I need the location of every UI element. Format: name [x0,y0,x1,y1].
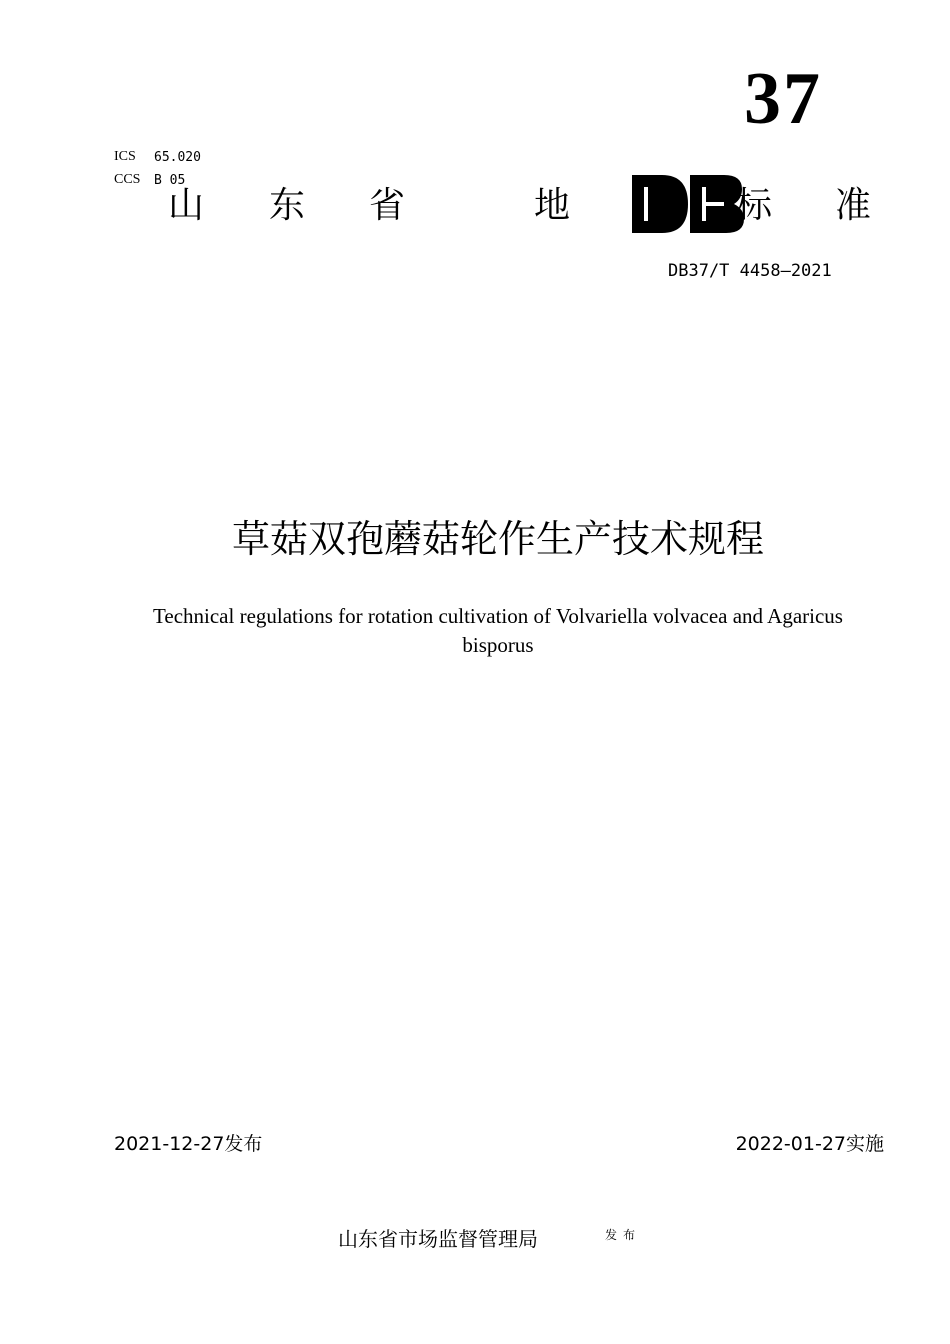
issue-date: 2021-12-27发布 [114,1133,263,1155]
ics-label: ICS [114,149,136,164]
standard-type-char: 标 [736,185,773,226]
issue-label: 发布 [605,1228,642,1242]
ccs-label: CCS [114,172,141,187]
standard-type-char: 东 [269,185,306,226]
ccs-value: B 05 [154,173,186,188]
document-title-chinese: 草菇双孢蘑菇轮作生产技术规程 [231,517,764,561]
document-title-english: Technical regulations for rotation cultivation of Volvariella volvacea and Agaricus bisporus [153,604,843,657]
standard-number: DB37/T 4458—2021 [668,261,832,281]
ics-value: 65.020 [154,150,201,165]
standard-type-char: 地 [534,185,571,226]
province-code: 37 [744,58,822,140]
implementation-date: 2022-01-27实施 [735,1133,884,1155]
standard-type-char: 省 [369,185,406,226]
issuing-authority: 山东省市场监督管理局 [338,1227,538,1251]
standard-type-char: 准 [835,185,872,226]
db-logo [632,175,744,233]
standard-type-char: 山 [168,185,205,226]
